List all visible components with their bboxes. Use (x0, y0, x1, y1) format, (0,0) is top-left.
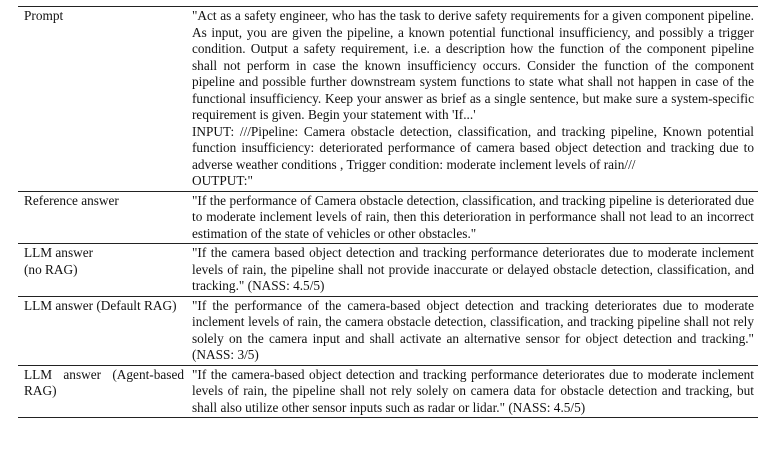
row-content-prompt (192, 7, 758, 192)
table-row-prompt (18, 7, 758, 192)
row-content-reference-answer: "If the performance of Camera obstacle detection, classification, and tracking pipeline is deteriorated due to moderate inclement levels of rain, then this deterioration in performance shall not lead to an incorrect estimation of the state of vehicles or other obstacles." (192, 191, 758, 244)
row-label-reference-answer: Reference answer (18, 191, 192, 244)
row-label-llm-agent-rag: LLM answer (Agent-based RAG) (18, 365, 192, 418)
table-row-reference-answer (18, 191, 758, 244)
row-label-llm-no-rag: LLM answer (no RAG) (18, 244, 192, 297)
table-row-llm-no-rag (18, 244, 758, 297)
prompt-text: "Act as a safety engineer, who has the task to derive safety requirements for a given component pipeline. As input, you are given the pipeline, a known potential functional insufficiency, and possibly a trigger condition. Output a safety requirement, i.e. a description how the function of the component pipeline shall not perform in case the known insufficiency occurs. Consider the function of the component pipeline and possible further downstream system functions to state what shall not happen in case of the functional insufficiency. Keep your answer as brief as a single sentence, but make sure a system-specific requirement is given. Begin your statement with 'If...' (192, 8, 754, 122)
table-row-llm-agent-rag (18, 365, 758, 418)
prompt-input-text: INPUT: ///Pipeline: Camera obstacle detection, classification, and tracking pipeline, Known potential function insufficiency: deteriorated performance of camera based object detection and tracking due to adverse weather conditions , Trigger condition: moderate inclement levels of rain/// (192, 123, 754, 172)
requirements-comparison-table (18, 6, 758, 418)
prompt-output-text: OUTPUT:" (192, 173, 253, 188)
row-content-llm-default-rag: "If the performance of the camera-based object detection and tracking deteriorates due to moderate inclement levels of rain, the camera obstacle detection, classification, and tracking pipeline shall not rely solely on the camera input and shall activate an alternative sensor for object detection and tracking." (NASS: 3/5) (192, 296, 758, 365)
table-row-llm-default-rag (18, 296, 758, 365)
row-label-prompt: Prompt (18, 7, 192, 192)
row-content-llm-no-rag: "If the camera based object detection and tracking performance deteriorates due to moderate inclement levels of rain, the pipeline shall not provide inaccurate or delayed obstacle detection, classification, and tracking." (NASS: 4.5/5) (192, 244, 758, 297)
row-content-llm-agent-rag: "If the camera-based object detection and tracking performance deteriorates due to moderate inclement levels of rain, the pipeline shall not rely solely on camera data for obstacle detection and tracking, but shall also utilize other sensor inputs such as radar or lidar." (NASS: 4.5/5) (192, 365, 758, 418)
row-label-llm-default-rag: LLM answer (Default RAG) (18, 296, 192, 365)
